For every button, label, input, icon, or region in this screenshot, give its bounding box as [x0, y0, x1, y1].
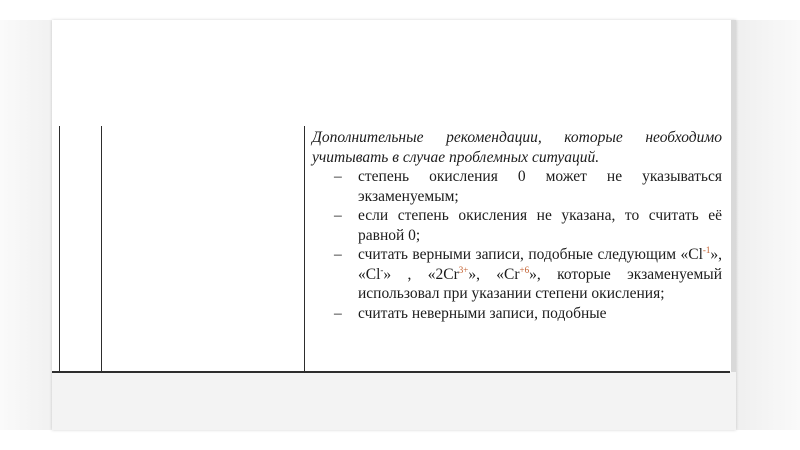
- table-column-divider: [101, 126, 102, 372]
- bullet-dash: –: [334, 168, 342, 185]
- table-cell-recommendations: [312, 128, 722, 323]
- oxidation-state: -: [380, 264, 384, 275]
- text-segment: », которые экзаменуемый использовал при указании степени окисления;: [358, 265, 723, 302]
- bullet-dash: –: [334, 246, 342, 263]
- list-item-text: если степень окисления не указана, то считать её равной 0;: [358, 207, 722, 244]
- page-edge: [731, 20, 736, 430]
- list-item-text: степень окисления 0 может не указываться экзаменуемым;: [358, 168, 722, 205]
- viewer-right-margin: [736, 20, 800, 430]
- list-item: [312, 206, 722, 245]
- text-segment: считать верными записи, подобные следующим «Cl: [358, 246, 703, 263]
- text-segment: », «Cl: [358, 246, 722, 283]
- oxidation-state: 3+: [458, 264, 469, 275]
- viewer-left-margin: [0, 20, 52, 430]
- text-segment: » , «2Cr: [383, 265, 459, 283]
- list-item: [312, 167, 722, 206]
- oxidation-state: +6: [519, 264, 530, 275]
- table-border-left: [59, 126, 60, 372]
- recommendations-list: [312, 167, 722, 323]
- text-segment: », «Cr: [468, 265, 520, 283]
- table-column-divider: [304, 126, 305, 372]
- bullet-dash: –: [334, 207, 342, 224]
- list-item-text: [358, 246, 722, 302]
- recommendations-intro: Дополнительные рекомендации, которые необходимо учитывать в случае проблемных ситуаций.: [312, 129, 722, 166]
- list-item: [312, 245, 722, 304]
- list-item-text: считать неверными записи, подобные: [358, 304, 607, 322]
- table-border-bottom: [52, 371, 730, 373]
- bullet-dash: –: [334, 304, 342, 322]
- page-bottom-area: [52, 372, 736, 430]
- list-item: [312, 304, 722, 324]
- oxidation-state: -1: [702, 245, 711, 255]
